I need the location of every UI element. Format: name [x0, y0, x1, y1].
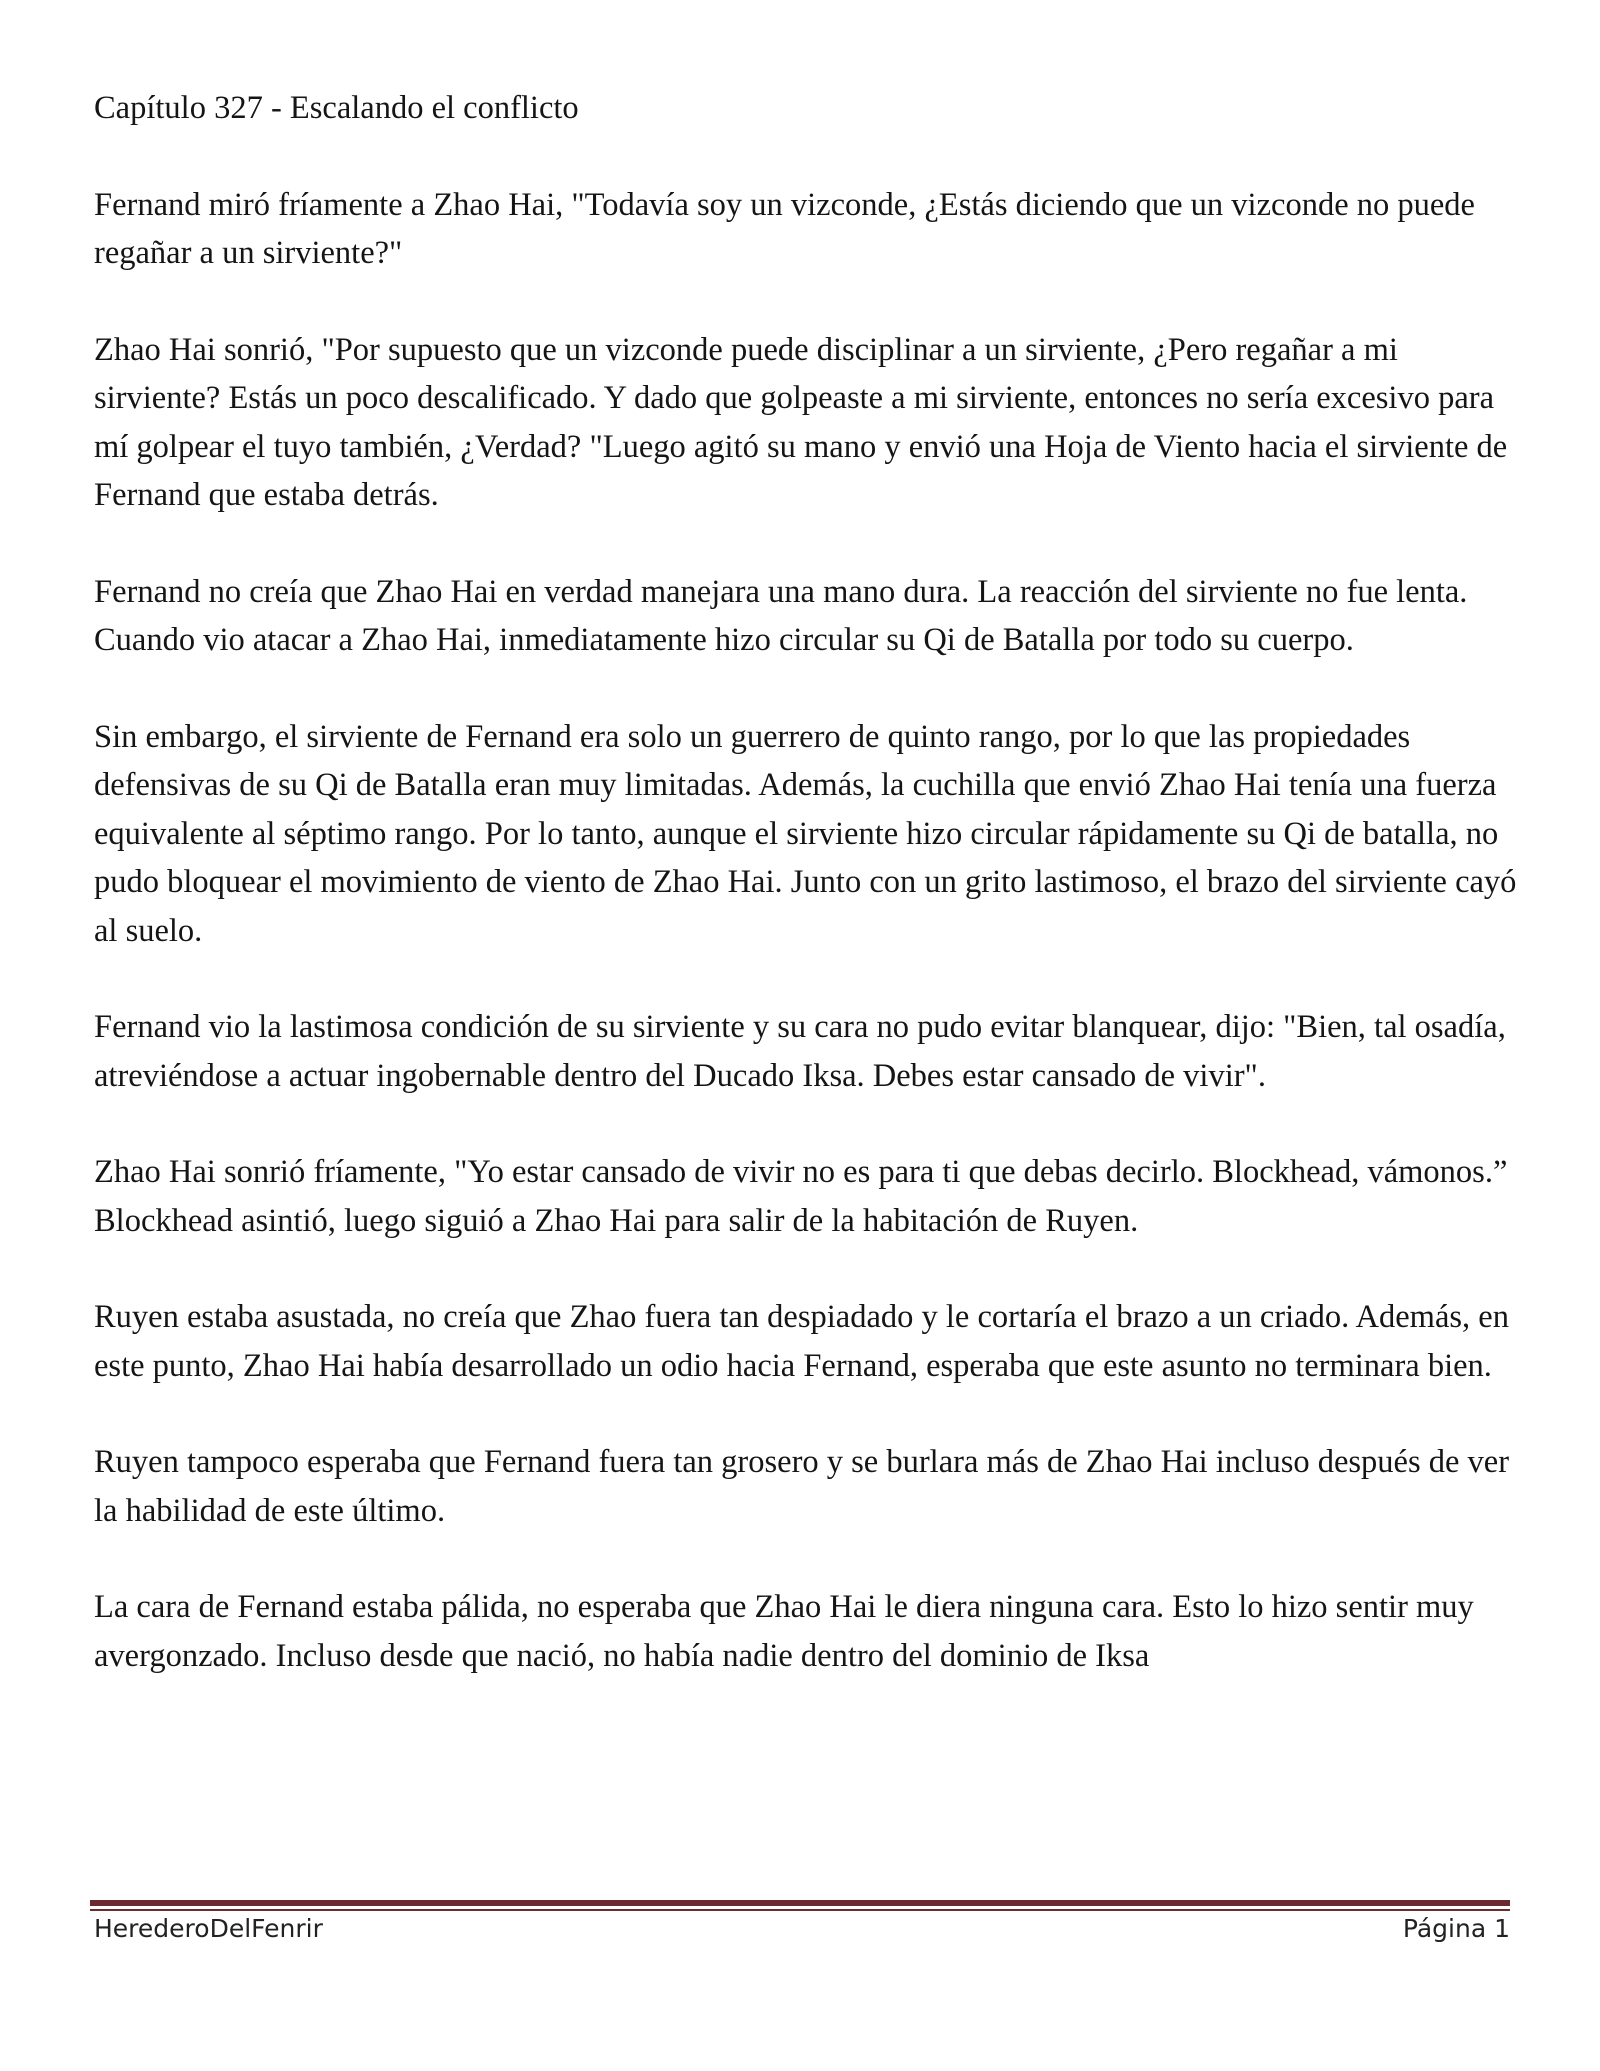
paragraph-8: Ruyen tampoco esperaba que Fernand fuera tan grosero y se burlara más de Zhao Hai incluso después de ver la habilidad de este último. [94, 1444, 1510, 1529]
footer-divider-thin [90, 1909, 1510, 1911]
paragraph-5: Fernand vio la lastimosa condición de su sirviente y su cara no pudo evitar blanquear, dijo: "Bien, tal osadía, atreviéndose a actuar ingobernable dentro del Ducado Iksa. Debes estar cansado de vivir". [94, 1009, 1506, 1094]
page-footer [94, 1914, 1510, 1943]
paragraph-2: Zhao Hai sonrió, "Por supuesto que un vizconde puede disciplinar a un sirviente, ¿Pero regañar a mi sirviente? Estás un poco descalificado. Y dado que golpeaste a mi sirviente, entonces no sería excesivo para mí golpear el tuyo también, ¿Verdad? "Luego agitó su mano y envió una Hoja de Viento hacia el sirviente de Fernand que estaba detrás. [94, 331, 1508, 513]
footer-author: HerederoDelFenrir [94, 1914, 323, 1943]
chapter-title: Capítulo 327 - Escalando el conflicto [94, 90, 579, 126]
footer-page-number: Página 1 [1402, 1914, 1510, 1943]
paragraph-9: La cara de Fernand estaba pálida, no esperaba que Zhao Hai le diera ninguna cara. Esto lo hizo sentir muy avergonzado. Incluso desde que nació, no había nadie dentro del dominio de Iksa [94, 1589, 1474, 1674]
paragraph-3: Fernand no creía que Zhao Hai en verdad manejara una mano dura. La reacción del sirviente no fue lenta. Cuando vio atacar a Zhao Hai, inmediatamente hizo circular su Qi de Batalla por todo su cuerpo. [94, 573, 1468, 658]
paragraph-6: Zhao Hai sonrió fríamente, "Yo estar cansado de vivir no es para ti que debas decirlo. Blockhead, vámonos.” Blockhead asintió, luego siguió a Zhao Hai para salir de la habitación de Ruyen. [94, 1154, 1508, 1239]
paragraph-7: Ruyen estaba asustada, no creía que Zhao fuera tan despiadado y le cortaría el brazo a un criado. Además, en este punto, Zhao Hai había desarrollado un odio hacia Fernand, esperaba que este asunto no terminara bien. [94, 1299, 1509, 1384]
paragraph-4: Sin embargo, el sirviente de Fernand era solo un guerrero de quinto rango, por lo que las propiedades defensivas de su Qi de Batalla eran muy limitadas. Además, la cuchilla que envió Zhao Hai tenía una fuerza equivalente al séptimo rango. Por lo tanto, aunque el sirviente hizo circular rápidamente su Qi de batalla, no pudo bloquear el movimiento de viento de Zhao Hai. Junto con un grito lastimoso, el brazo del sirviente cayó al suelo. [94, 718, 1517, 949]
paragraph-1: Fernand miró fríamente a Zhao Hai, "Todavía soy un vizconde, ¿Estás diciendo que un vizconde no puede regañar a un sirviente?" [94, 186, 1475, 271]
document-body [94, 84, 1524, 1728]
